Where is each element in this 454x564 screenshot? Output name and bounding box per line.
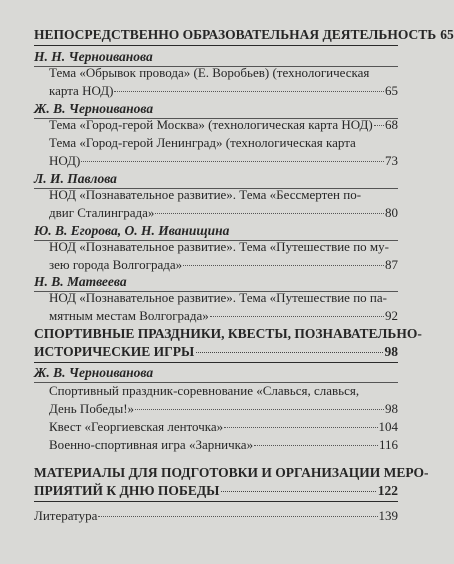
leader-dots [254,445,378,446]
leader-dots [114,91,384,92]
section-title: МАТЕРИАЛЫ ДЛЯ ПОДГОТОВКИ И ОРГАНИЗАЦИИ МЕРО- [34,465,429,480]
section-heading[interactable] [34,26,454,46]
leader-dots [155,213,384,214]
author-heading: Н. Н. Черноиванова [34,49,398,67]
toc-entry[interactable] [49,382,398,418]
page-number: 92 [385,308,398,323]
entry-title: НОД «Познавательное развитие». Тема «Путешествие по му- [49,239,389,254]
page-number: 104 [378,419,398,434]
leader-dots [98,516,377,517]
entry-title: Спортивный праздник-соревнование «Славься, славься, [49,383,360,398]
leader-dots [374,125,384,126]
leader-dots [224,427,377,428]
leader-dots [135,409,384,410]
entry-title: Квест «Георгиевская ленточка» [49,419,224,434]
section-title: СПОРТИВНЫЕ ПРАЗДНИКИ, КВЕСТЫ, ПОЗНАВАТЕЛЬНО- [34,326,422,341]
section-heading[interactable] [34,464,429,502]
page-number: 73 [385,153,398,168]
author-heading: Ж. В. Черноиванова [34,365,398,383]
page-number: 80 [385,205,398,220]
leader-dots [196,352,382,353]
leader-dots [210,316,384,317]
entry-title: НОД) [49,153,81,168]
author-heading: Ю. В. Егорова, О. Н. Иванищина [34,223,398,241]
section-title: ПРИЯТИЙ К ДНЮ ПОБЕДЫ [34,483,220,498]
author-heading: Л. И. Павлова [34,171,398,189]
toc-entry[interactable] [49,116,398,134]
entry-title: Литература [34,508,98,523]
toc-entry[interactable] [49,436,398,454]
toc-entry[interactable] [49,238,398,274]
toc-entry-literature[interactable] [34,507,398,525]
page-number: 87 [385,257,398,272]
toc-entry[interactable] [49,134,398,170]
page-number: 116 [378,437,398,452]
toc-entry[interactable] [49,289,398,325]
page-number: 68 [385,117,398,132]
author-heading: Ж. В. Черноиванова [34,101,398,119]
section-heading[interactable] [34,325,422,363]
leader-dots [81,161,384,162]
entry-title: День Победы!» [49,401,135,416]
page-number: 122 [377,483,398,498]
toc-entry[interactable] [49,186,398,222]
entry-title: мятным местам Волгограда» [49,308,209,323]
section-title: ИСТОРИЧЕСКИЕ ИГРЫ [34,344,195,359]
page-number: 139 [378,508,398,523]
toc-entry[interactable] [49,64,398,100]
entry-title: Военно-спортивная игра «Зарничка» [49,437,254,452]
page-number: 65 [385,83,398,98]
entry-title: НОД «Познавательное развитие». Тема «Бессмертен по- [49,187,362,202]
page-number: 98 [384,344,398,359]
page-number: 98 [385,401,398,416]
page-number: 65 [440,27,454,42]
leader-dots [221,491,375,492]
entry-title: зею города Волгограда» [49,257,183,272]
leader-dots [183,265,384,266]
entry-title: двиг Сталинграда» [49,205,155,220]
entry-title: карта НОД) [49,83,114,98]
author-heading: Н. В. Матвеева [34,274,398,292]
section-title: НЕПОСРЕДСТВЕННО ОБРАЗОВАТЕЛЬНАЯ ДЕЯТЕЛЬНОСТЬ [34,27,437,42]
entry-title: Тема «Город-герой Ленинград» (технологическая карта [49,135,356,150]
toc-entry[interactable] [49,418,398,436]
entry-title: НОД «Познавательное развитие». Тема «Путешествие по па- [49,290,387,305]
entry-title: Тема «Город-герой Москва» (технологическая карта НОД) [49,117,373,132]
entry-title: Тема «Обрывок провода» (Е. Воробьев) (технологическая [49,65,370,80]
